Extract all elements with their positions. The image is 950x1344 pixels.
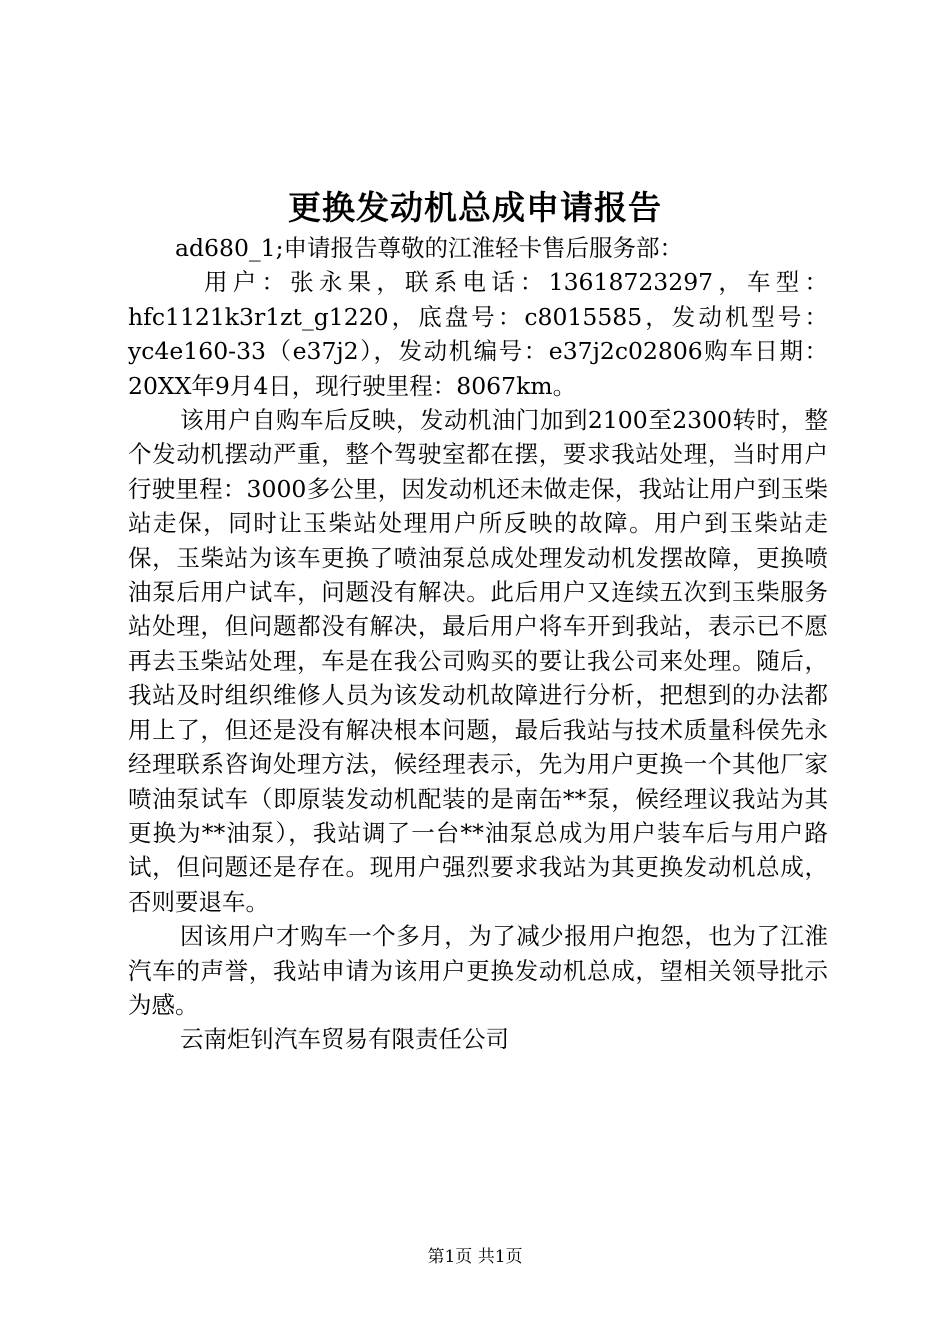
customer-info: 用户：张永果，联系电话：13618723297，车型：hfc1121k3r1zt_g1220，底盘号：c8015585，发动机型号：yc4e160-33（e37j2），发动机编号：e37j2c02806购车日期：20XX年9月4日，现行驶里程：8067km。 — [128, 268, 828, 400]
paragraph-problem-description: 该用户自购车后反映，发动机油门加到2100至2300转时，整个发动机摆动严重，整个驾驶室都在摆，要求我站处理，当时用户行驶里程：3000多公里，因发动机还未做走保，我站让用户到玉柴站走保，同时让玉柴站处理用户所反映的故障。用户到玉柴站走保，玉柴站为该车更换了喷油泵总成处理发动机发摆故障，更换喷油泵后用户试车，问题没有解决。此后用户又连续五次到玉柴服务站处理，但问题都没有解决，最后用户将车开到我站，表示已不愿再去玉柴站处理，车是在我公司购买的要让我公司来处理。随后，我站及时组织维修人员为该发动机故障进行分析，把想到的办法都用上了，但还是没有解决根本问题，最后我站与技术质量科侯先永经理联系咨询处理方法，候经理表示，先为用户更换一个其他厂家喷油泵试车（即原装发动机配装的是南缶**泵，候经理议我站为其更换为**油泵），我站调了一台**油泵总成为用户装车后与用户路试，但问题还是存在。现用户强烈要求我站为其更换发动机总成，否则要退车。 — [128, 406, 828, 916]
document-title: 更换发动机总成申请报告 — [288, 188, 662, 227]
document-body — [128, 231, 828, 1057]
salutation: ad680_1;申请报告尊敬的江淮轻卡售后服务部： — [175, 234, 684, 262]
page-number: 第1页 共1页 — [427, 1247, 523, 1267]
company-signature: 云南炬钊汽车贸易有限责任公司 — [180, 1025, 509, 1054]
paragraph-request: 因该用户才购车一个多月，为了减少报用户抱怨，也为了江淮汽车的声誉，我站申请为该用户更换发动机总成，望相关领导批示为感。 — [128, 922, 828, 1019]
